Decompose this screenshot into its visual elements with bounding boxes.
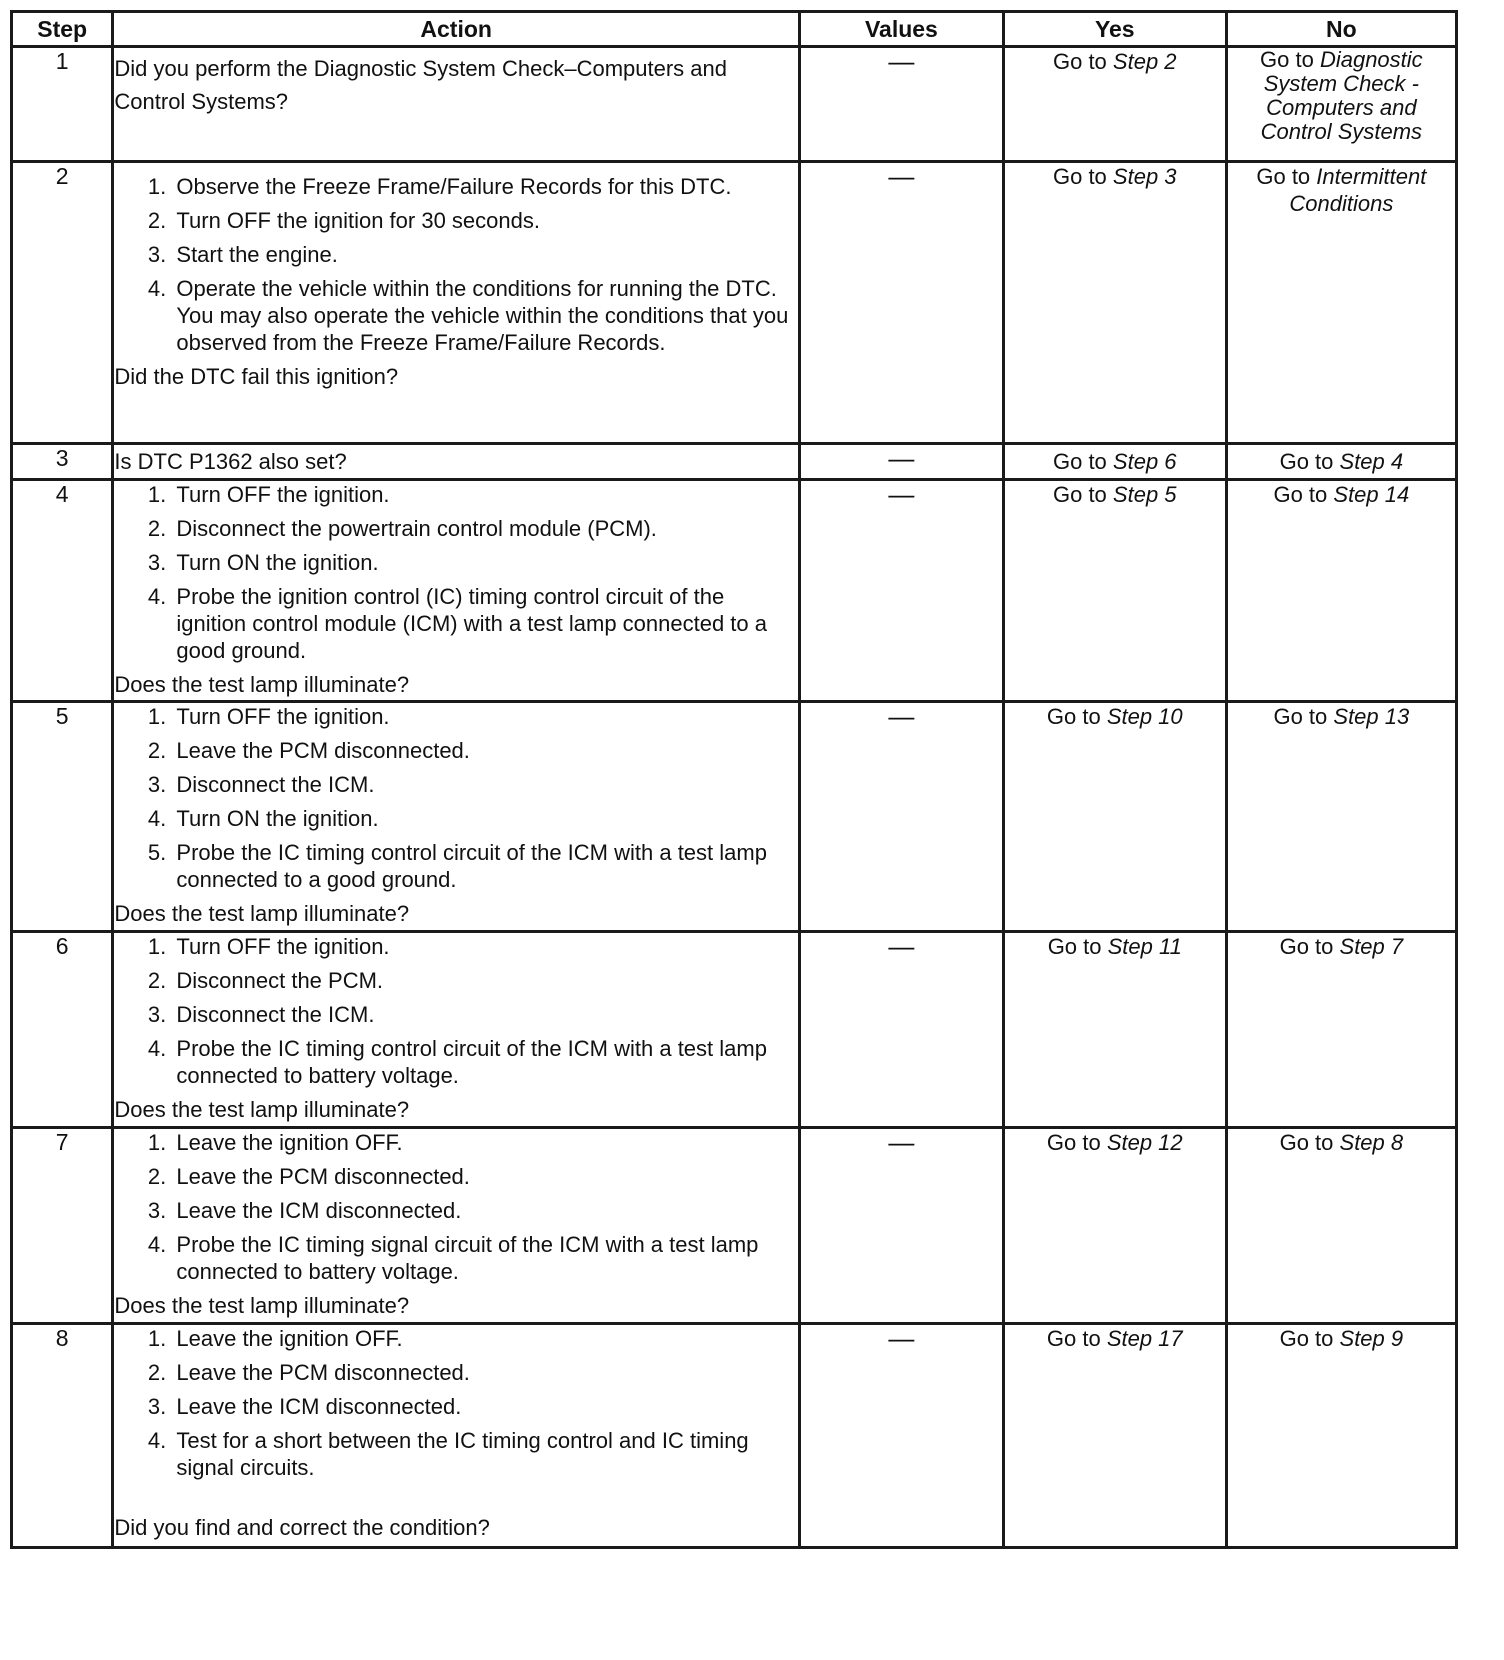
substep-item: 4. Probe the IC timing control circuit of the ICM with a test lamp connected to battery voltage. <box>172 1035 798 1089</box>
substep-item: 3. Turn ON the ignition. <box>172 549 798 576</box>
substep-item: 3. Disconnect the ICM. <box>172 1001 798 1028</box>
step-number: 2 <box>12 162 113 444</box>
yes-cell[interactable] <box>1003 932 1226 1128</box>
substep-item: 5. Probe the IC timing control circuit of the ICM with a test lamp connected to a good ground. <box>172 839 798 893</box>
no-cell[interactable] <box>1226 162 1456 444</box>
yes-prefix: Go to <box>1052 449 1107 474</box>
action-cell <box>113 1324 800 1548</box>
table-row <box>12 444 1457 480</box>
table-row <box>12 1128 1457 1324</box>
action-question: Does the test lamp illuminate? <box>114 672 410 697</box>
action-question: Did you perform the Diagnostic System Check–Computers and Control Systems? <box>114 56 727 114</box>
substep-item: 2. Leave the PCM disconnected. <box>172 1163 798 1190</box>
substep-item: 3. Disconnect the ICM. <box>172 771 798 798</box>
no-prefix: Go to <box>1260 47 1314 72</box>
values-cell: — <box>799 1128 1003 1324</box>
no-prefix: Go to <box>1279 1130 1334 1155</box>
substep-item: 1. Turn OFF the ignition. <box>172 703 798 730</box>
substep-list <box>114 1129 798 1285</box>
no-cell[interactable] <box>1226 932 1456 1128</box>
no-prefix: Go to <box>1256 164 1311 189</box>
header-row <box>12 12 1457 47</box>
table-row <box>12 702 1457 932</box>
action-cell <box>113 932 800 1128</box>
values-cell: — <box>799 1324 1003 1548</box>
substep-list <box>114 1325 798 1481</box>
yes-prefix: Go to <box>1046 1326 1101 1351</box>
substep-item: 1. Observe the Freeze Frame/Failure Records for this DTC. <box>172 173 798 200</box>
step-number: 5 <box>12 702 113 932</box>
step-number: 1 <box>12 47 113 162</box>
yes-target[interactable]: Step 11 <box>1107 934 1182 959</box>
action-cell <box>113 702 800 932</box>
no-prefix: Go to <box>1279 1326 1334 1351</box>
table-header <box>12 12 1457 47</box>
values-cell: — <box>799 932 1003 1128</box>
no-prefix: Go to <box>1279 934 1334 959</box>
yes-prefix: Go to <box>1052 482 1107 507</box>
no-cell[interactable] <box>1226 1128 1456 1324</box>
no-target[interactable]: Step 9 <box>1339 1326 1404 1351</box>
yes-cell[interactable] <box>1003 162 1226 444</box>
yes-prefix: Go to <box>1052 49 1107 74</box>
yes-cell[interactable] <box>1003 47 1226 162</box>
header-yes: Yes <box>1003 12 1226 47</box>
table-row <box>12 932 1457 1128</box>
no-cell[interactable] <box>1226 1324 1456 1548</box>
yes-cell[interactable] <box>1003 1324 1226 1548</box>
substep-item: 2. Disconnect the powertrain control module (PCM). <box>172 515 798 542</box>
yes-cell[interactable] <box>1003 1128 1226 1324</box>
no-target[interactable]: Step 4 <box>1339 449 1404 474</box>
no-cell[interactable] <box>1226 444 1456 480</box>
yes-target[interactable]: Step 6 <box>1112 449 1177 474</box>
yes-target[interactable]: Step 2 <box>1112 49 1177 74</box>
values-cell: — <box>799 480 1003 702</box>
yes-cell[interactable] <box>1003 444 1226 480</box>
yes-prefix: Go to <box>1052 164 1107 189</box>
substep-item: 1. Leave the ignition OFF. <box>172 1325 798 1352</box>
action-question: Did the DTC fail this ignition? <box>114 364 399 389</box>
action-question: Did you find and correct the condition? <box>114 1515 490 1540</box>
action-question: Does the test lamp illuminate? <box>114 901 410 926</box>
no-cell[interactable] <box>1226 480 1456 702</box>
values-cell: — <box>799 47 1003 162</box>
substep-item: 1. Leave the ignition OFF. <box>172 1129 798 1156</box>
substep-item: 4. Turn ON the ignition. <box>172 805 798 832</box>
diagnostic-table <box>10 10 1458 1549</box>
step-number: 8 <box>12 1324 113 1548</box>
yes-prefix: Go to <box>1046 704 1101 729</box>
substep-item: 4. Probe the ignition control (IC) timing control circuit of the ignition control module (ICM) with a test lamp connected to a good ground. <box>172 583 798 664</box>
action-cell <box>113 47 800 162</box>
action-cell <box>113 480 800 702</box>
no-target[interactable]: Step 8 <box>1339 1130 1404 1155</box>
substep-item: 2. Leave the PCM disconnected. <box>172 737 798 764</box>
substep-item: 2. Leave the PCM disconnected. <box>172 1359 798 1386</box>
substep-list <box>114 173 798 356</box>
table-body <box>12 47 1457 1548</box>
header-action: Action <box>113 12 800 47</box>
header-no: No <box>1226 12 1456 47</box>
substep-item: 4. Probe the IC timing signal circuit of the ICM with a test lamp connected to battery voltage. <box>172 1231 798 1285</box>
action-question: Does the test lamp illuminate? <box>114 1097 410 1122</box>
substep-item: 3. Start the engine. <box>172 241 798 268</box>
action-question: Does the test lamp illuminate? <box>114 1293 410 1318</box>
yes-target[interactable]: Step 5 <box>1112 482 1177 507</box>
no-prefix: Go to <box>1273 482 1328 507</box>
values-cell: — <box>799 444 1003 480</box>
yes-target[interactable]: Step 12 <box>1106 1130 1183 1155</box>
substep-list <box>114 703 798 893</box>
no-cell[interactable] <box>1226 47 1456 162</box>
substep-item: 3. Leave the ICM disconnected. <box>172 1197 798 1224</box>
no-cell[interactable] <box>1226 702 1456 932</box>
yes-cell[interactable] <box>1003 702 1226 932</box>
yes-target[interactable]: Step 3 <box>1112 164 1177 189</box>
substep-list <box>114 933 798 1089</box>
substep-item: 1. Turn OFF the ignition. <box>172 481 798 508</box>
action-question: Is DTC P1362 also set? <box>114 449 347 474</box>
no-target[interactable]: Intermittent Conditions <box>1289 164 1427 216</box>
action-cell <box>113 162 800 444</box>
action-cell <box>113 1128 800 1324</box>
step-number: 4 <box>12 480 113 702</box>
substep-item: 2. Turn OFF the ignition for 30 seconds. <box>172 207 798 234</box>
table-row <box>12 480 1457 702</box>
substep-item: 4. Operate the vehicle within the conditions for running the DTC. You may also operate the vehicle within the conditions that you observed from the Freeze Frame/Failure Records. <box>172 275 798 356</box>
no-target[interactable]: Step 14 <box>1333 482 1410 507</box>
header-values: Values <box>799 12 1003 47</box>
no-target[interactable]: Step 7 <box>1339 934 1404 959</box>
no-prefix: Go to <box>1279 449 1334 474</box>
action-cell <box>113 444 800 480</box>
no-prefix: Go to <box>1273 704 1328 729</box>
step-number: 7 <box>12 1128 113 1324</box>
step-number: 3 <box>12 444 113 480</box>
substep-item: 1. Turn OFF the ignition. <box>172 933 798 960</box>
yes-cell[interactable] <box>1003 480 1226 702</box>
table-row <box>12 1324 1457 1548</box>
yes-prefix: Go to <box>1046 1130 1101 1155</box>
table-row <box>12 162 1457 444</box>
values-cell: — <box>799 702 1003 932</box>
spacer <box>114 1488 798 1514</box>
substep-item: 2. Disconnect the PCM. <box>172 967 798 994</box>
substep-list <box>114 481 798 664</box>
yes-target[interactable]: Step 10 <box>1106 704 1183 729</box>
yes-prefix: Go to <box>1047 934 1102 959</box>
no-target[interactable]: Diagnostic System Check - Computers and Control Systems <box>1260 47 1423 144</box>
values-cell: — <box>799 162 1003 444</box>
no-target[interactable]: Step 13 <box>1333 704 1410 729</box>
step-number: 6 <box>12 932 113 1128</box>
substep-item: 4. Test for a short between the IC timing control and IC timing signal circuits. <box>172 1427 798 1481</box>
substep-item: 3. Leave the ICM disconnected. <box>172 1393 798 1420</box>
header-step: Step <box>12 12 113 47</box>
yes-target[interactable]: Step 17 <box>1106 1326 1183 1351</box>
table-row <box>12 47 1457 162</box>
